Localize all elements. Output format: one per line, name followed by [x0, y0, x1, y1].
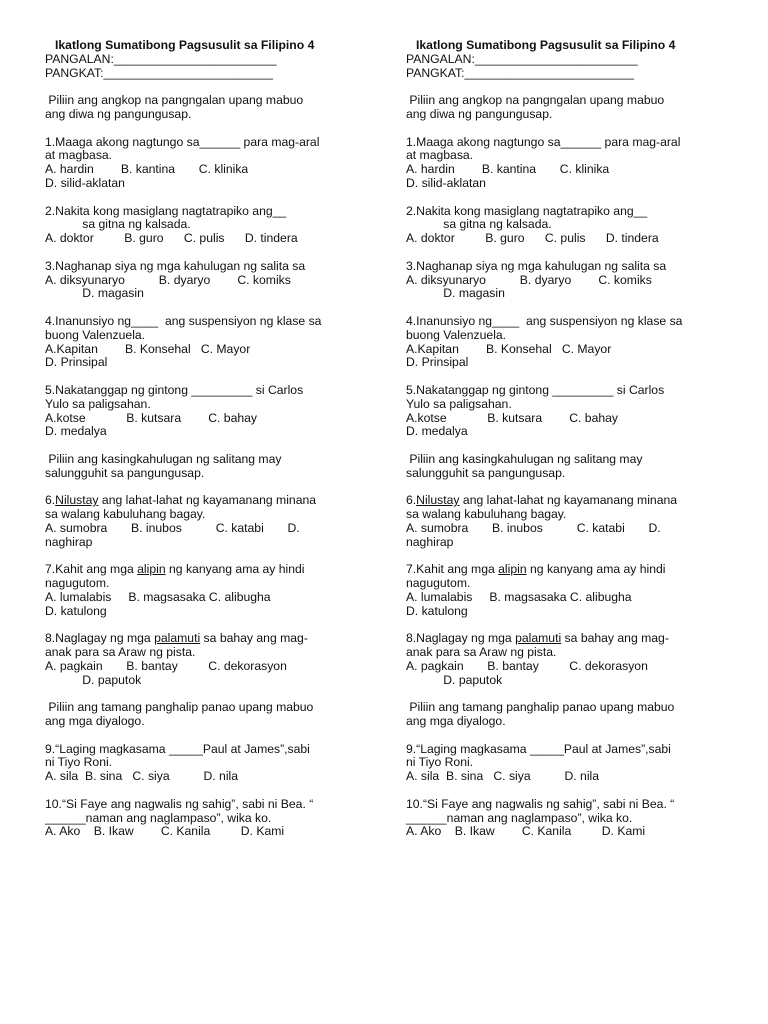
question-10-text-cont: ______naman ang naglampaso”, wika ko.	[45, 810, 272, 825]
question-3-text: 3.Naghanap siya ng mga kahulugan ng salita sa	[45, 258, 306, 273]
question-1-options-cont: D. silid-aklatan	[406, 175, 486, 190]
question-4-options-cont: D. Prinsipal	[406, 355, 469, 370]
instruction-3-line2: ang mga diyalogo.	[45, 714, 145, 729]
question-2-text-cont: sa gitna ng kalsada.	[45, 217, 191, 232]
question-4-text-cont: buong Valenzuela.	[45, 327, 146, 342]
question-7-options-cont: D. katulong	[45, 603, 107, 618]
question-6-options-cont: naghirap	[45, 534, 93, 549]
question-7-underlined-word: alipin	[498, 562, 527, 577]
question-7-prefix: 7.Kahit ang mga	[45, 562, 138, 577]
question-7-prefix: 7.Kahit ang mga	[406, 562, 499, 577]
instruction-2-line1: Piliin ang kasingkahulugan ng salitang may	[406, 451, 643, 466]
question-1-text: 1.Maaga akong nagtungo sa______ para mag-aral	[45, 134, 320, 149]
question-4-text-cont: buong Valenzuela.	[406, 327, 507, 342]
question-5-text-cont: Yulo sa paligsahan.	[406, 396, 512, 411]
question-7-text	[406, 563, 751, 577]
question-9-text: 9.“Laging magkasama _____Paul at James”,sabi	[45, 741, 310, 756]
question-2-options: A. doktor B. guro C. pulis D. tindera	[406, 231, 659, 246]
question-8-options-cont: D. paputok	[45, 672, 142, 687]
question-7-options: A. lumalabis B. magsasaka C. alibugha	[406, 589, 632, 604]
question-2-options: A. doktor B. guro C. pulis D. tindera	[45, 231, 298, 246]
question-10-text: 10.“Si Faye ang nagwalis ng sahig”, sabi ni Bea. “	[45, 796, 314, 811]
instruction-2-line1: Piliin ang kasingkahulugan ng salitang may	[45, 451, 282, 466]
instruction-1-line1: Piliin ang angkop na pangngalan upang mabuo	[406, 93, 665, 108]
question-9-text-cont: ni Tiyo Roni.	[45, 755, 113, 770]
question-1-text: 1.Maaga akong nagtungo sa______ para mag-aral	[406, 134, 681, 149]
quiz-copy-right	[406, 39, 751, 839]
section-field-line: PANGKAT:_________________________	[406, 65, 634, 80]
question-1-text-cont: at magbasa.	[45, 148, 113, 163]
question-8-prefix: 8.Naglagay ng mga	[45, 631, 155, 646]
question-3-options: A. diksyunaryo B. dyaryo C. komiks	[45, 272, 291, 287]
question-5-options-cont: D. medalya	[406, 424, 468, 439]
question-8-options: A. pagkain B. bantay C. dekorasyon	[406, 658, 648, 673]
question-6-underlined-word: Nilustay	[55, 493, 99, 508]
question-9-options: A. sila B. sina C. siya D. nila	[45, 769, 239, 784]
question-8-rest: sa bahay ang mag-	[200, 631, 308, 646]
question-3-text: 3.Naghanap siya ng mga kahulugan ng salita sa	[406, 258, 667, 273]
question-8-rest: sa bahay ang mag-	[561, 631, 669, 646]
section-field-line: PANGKAT:_________________________	[45, 65, 273, 80]
question-6-rest: ang lahat-lahat ng kayamanang minana	[459, 493, 678, 508]
question-1-options: A. hardin B. kantina C. klinika	[45, 162, 249, 177]
question-8-options: A. pagkain B. bantay C. dekorasyon	[45, 658, 287, 673]
question-7-underlined-word: alipin	[137, 562, 166, 577]
name-field-line: PANGALAN:________________________	[406, 51, 638, 66]
question-8-text	[45, 632, 390, 646]
question-4-text: 4.Inanunsiyo ng____ ang suspensiyon ng klase sa	[406, 313, 683, 328]
question-5-text: 5.Nakatanggap ng gintong _________ si Carlos	[406, 382, 665, 397]
question-8-underlined-word: palamuti	[154, 631, 201, 646]
question-6-text	[45, 494, 390, 508]
instruction-1-line1: Piliin ang angkop na pangngalan upang mabuo	[45, 93, 304, 108]
name-field-line: PANGALAN:________________________	[45, 51, 277, 66]
question-7-text-cont: nagugutom.	[406, 576, 471, 591]
question-7-options-cont: D. katulong	[406, 603, 468, 618]
question-3-options-cont: D. magasin	[406, 286, 505, 301]
question-9-text-cont: ni Tiyo Roni.	[406, 755, 474, 770]
instruction-3-line2: ang mga diyalogo.	[406, 714, 506, 729]
question-5-text: 5.Nakatanggap ng gintong _________ si Carlos	[45, 382, 304, 397]
instruction-3-line1: Piliin ang tamang panghalip panao upang mabuo	[406, 700, 675, 715]
question-5-options: A.kotse B. kutsara C. bahay	[45, 410, 258, 425]
question-4-options: A.Kapitan B. Konsehal C. Mayor	[45, 341, 251, 356]
question-7-options: A. lumalabis B. magsasaka C. alibugha	[45, 589, 271, 604]
question-6-number: 6.	[45, 493, 56, 508]
quiz-copy-left	[45, 39, 390, 839]
question-9-text: 9.“Laging magkasama _____Paul at James”,sabi	[406, 741, 671, 756]
question-8-text-cont: anak para sa Araw ng pista.	[45, 645, 196, 660]
question-7-rest: ng kanyang ama ay hindi	[526, 562, 666, 577]
instruction-2-line2: salungguhit sa pangungusap.	[406, 465, 566, 480]
question-3-options: A. diksyunaryo B. dyaryo C. komiks	[406, 272, 652, 287]
question-8-prefix: 8.Naglagay ng mga	[406, 631, 516, 646]
question-6-rest: ang lahat-lahat ng kayamanang minana	[98, 493, 317, 508]
question-2-text-cont: sa gitna ng kalsada.	[406, 217, 552, 232]
question-8-options-cont: D. paputok	[406, 672, 503, 687]
question-5-text-cont: Yulo sa paligsahan.	[45, 396, 151, 411]
question-9-options: A. sila B. sina C. siya D. nila	[406, 769, 600, 784]
question-6-options-cont: naghirap	[406, 534, 454, 549]
question-10-text: 10.“Si Faye ang nagwalis ng sahig”, sabi ni Bea. “	[406, 796, 675, 811]
question-3-options-cont: D. magasin	[45, 286, 144, 301]
question-4-options-cont: D. Prinsipal	[45, 355, 108, 370]
question-7-rest: ng kanyang ama ay hindi	[165, 562, 305, 577]
instruction-2-line2: salungguhit sa pangungusap.	[45, 465, 205, 480]
question-7-text-cont: nagugutom.	[45, 576, 110, 591]
question-6-text-cont: sa walang kabuluhang bagay.	[406, 507, 567, 522]
question-5-options-cont: D. medalya	[45, 424, 107, 439]
question-2-text: 2.Nakita kong masiglang nagtatrapiko ang__	[45, 203, 287, 218]
question-6-text	[406, 494, 751, 508]
instruction-1-line2: ang diwa ng pangungusap.	[406, 106, 553, 121]
question-10-options: A. Ako B. Ikaw C. Kanila D. Kami	[406, 824, 646, 839]
question-4-text: 4.Inanunsiyo ng____ ang suspensiyon ng klase sa	[45, 313, 322, 328]
question-8-text-cont: anak para sa Araw ng pista.	[406, 645, 557, 660]
question-4-options: A.Kapitan B. Konsehal C. Mayor	[406, 341, 612, 356]
instruction-1-line2: ang diwa ng pangungusap.	[45, 106, 192, 121]
question-6-options: A. sumobra B. inubos C. katabi D.	[406, 520, 661, 535]
question-10-text-cont: ______naman ang naglampaso”, wika ko.	[406, 810, 633, 825]
question-8-underlined-word: palamuti	[515, 631, 562, 646]
question-6-options: A. sumobra B. inubos C. katabi D.	[45, 520, 300, 535]
instruction-3-line1: Piliin ang tamang panghalip panao upang mabuo	[45, 700, 314, 715]
question-6-text-cont: sa walang kabuluhang bagay.	[45, 507, 206, 522]
question-8-text	[406, 632, 751, 646]
question-6-number: 6.	[406, 493, 417, 508]
question-1-options: A. hardin B. kantina C. klinika	[406, 162, 610, 177]
question-6-underlined-word: Nilustay	[416, 493, 460, 508]
question-7-text	[45, 563, 390, 577]
quiz-title: Ikatlong Sumatibong Pagsusulit sa Filipino 4	[416, 38, 676, 52]
question-1-options-cont: D. silid-aklatan	[45, 175, 125, 190]
question-2-text: 2.Nakita kong masiglang nagtatrapiko ang__	[406, 203, 648, 218]
question-5-options: A.kotse B. kutsara C. bahay	[406, 410, 619, 425]
question-1-text-cont: at magbasa.	[406, 148, 474, 163]
question-10-options: A. Ako B. Ikaw C. Kanila D. Kami	[45, 824, 285, 839]
quiz-title: Ikatlong Sumatibong Pagsusulit sa Filipino 4	[55, 38, 315, 52]
